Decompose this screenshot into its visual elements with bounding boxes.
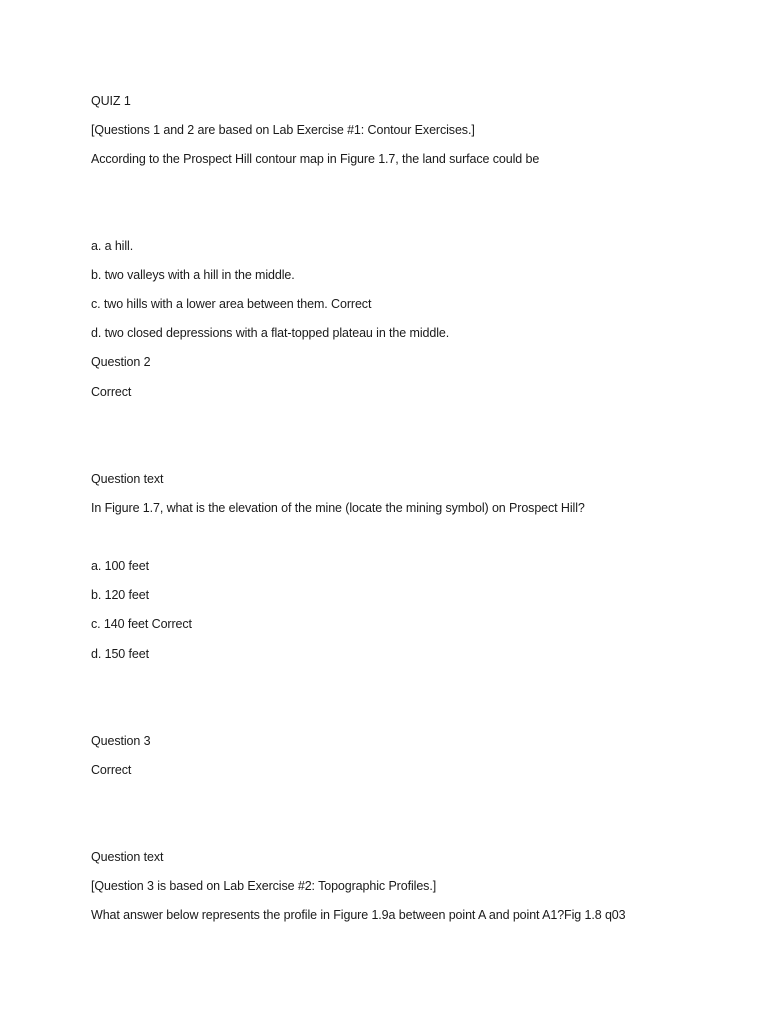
question-2-option-d: d. 150 feet xyxy=(91,647,149,661)
question-1-option-d: d. two closed depressions with a flat-topped plateau in the middle. xyxy=(91,326,450,340)
question-1-option-b: b. two valleys with a hill in the middle. xyxy=(91,268,295,282)
question-3-prompt: What answer below represents the profile in Figure 1.9a between point A and point A1?Fig 1.8 q03 xyxy=(91,908,626,922)
question-2-status: Correct xyxy=(91,385,132,399)
question-1-option-c: c. two hills with a lower area between them. Correct xyxy=(91,297,372,311)
question-2-option-c: c. 140 feet Correct xyxy=(91,617,192,631)
question-1-note: [Questions 1 and 2 are based on Lab Exercise #1: Contour Exercises.] xyxy=(91,123,475,137)
question-3-heading: Question 3 xyxy=(91,734,151,748)
question-1-prompt: According to the Prospect Hill contour map in Figure 1.7, the land surface could be xyxy=(91,152,540,166)
question-2-option-b: b. 120 feet xyxy=(91,588,149,602)
question-3-status: Correct xyxy=(91,763,132,777)
question-2-prompt: In Figure 1.7, what is the elevation of the mine (locate the mining symbol) on Prospect Hill? xyxy=(91,501,585,515)
quiz-title: QUIZ 1 xyxy=(91,94,131,108)
question-2-option-a: a. 100 feet xyxy=(91,559,149,573)
question-2-heading: Question 2 xyxy=(91,355,151,369)
question-1-option-a: a. a hill. xyxy=(91,239,134,253)
question-3-note: [Question 3 is based on Lab Exercise #2: Topographic Profiles.] xyxy=(91,879,437,893)
question-2-text-label: Question text xyxy=(91,472,164,486)
question-3-text-label: Question text xyxy=(91,850,164,864)
